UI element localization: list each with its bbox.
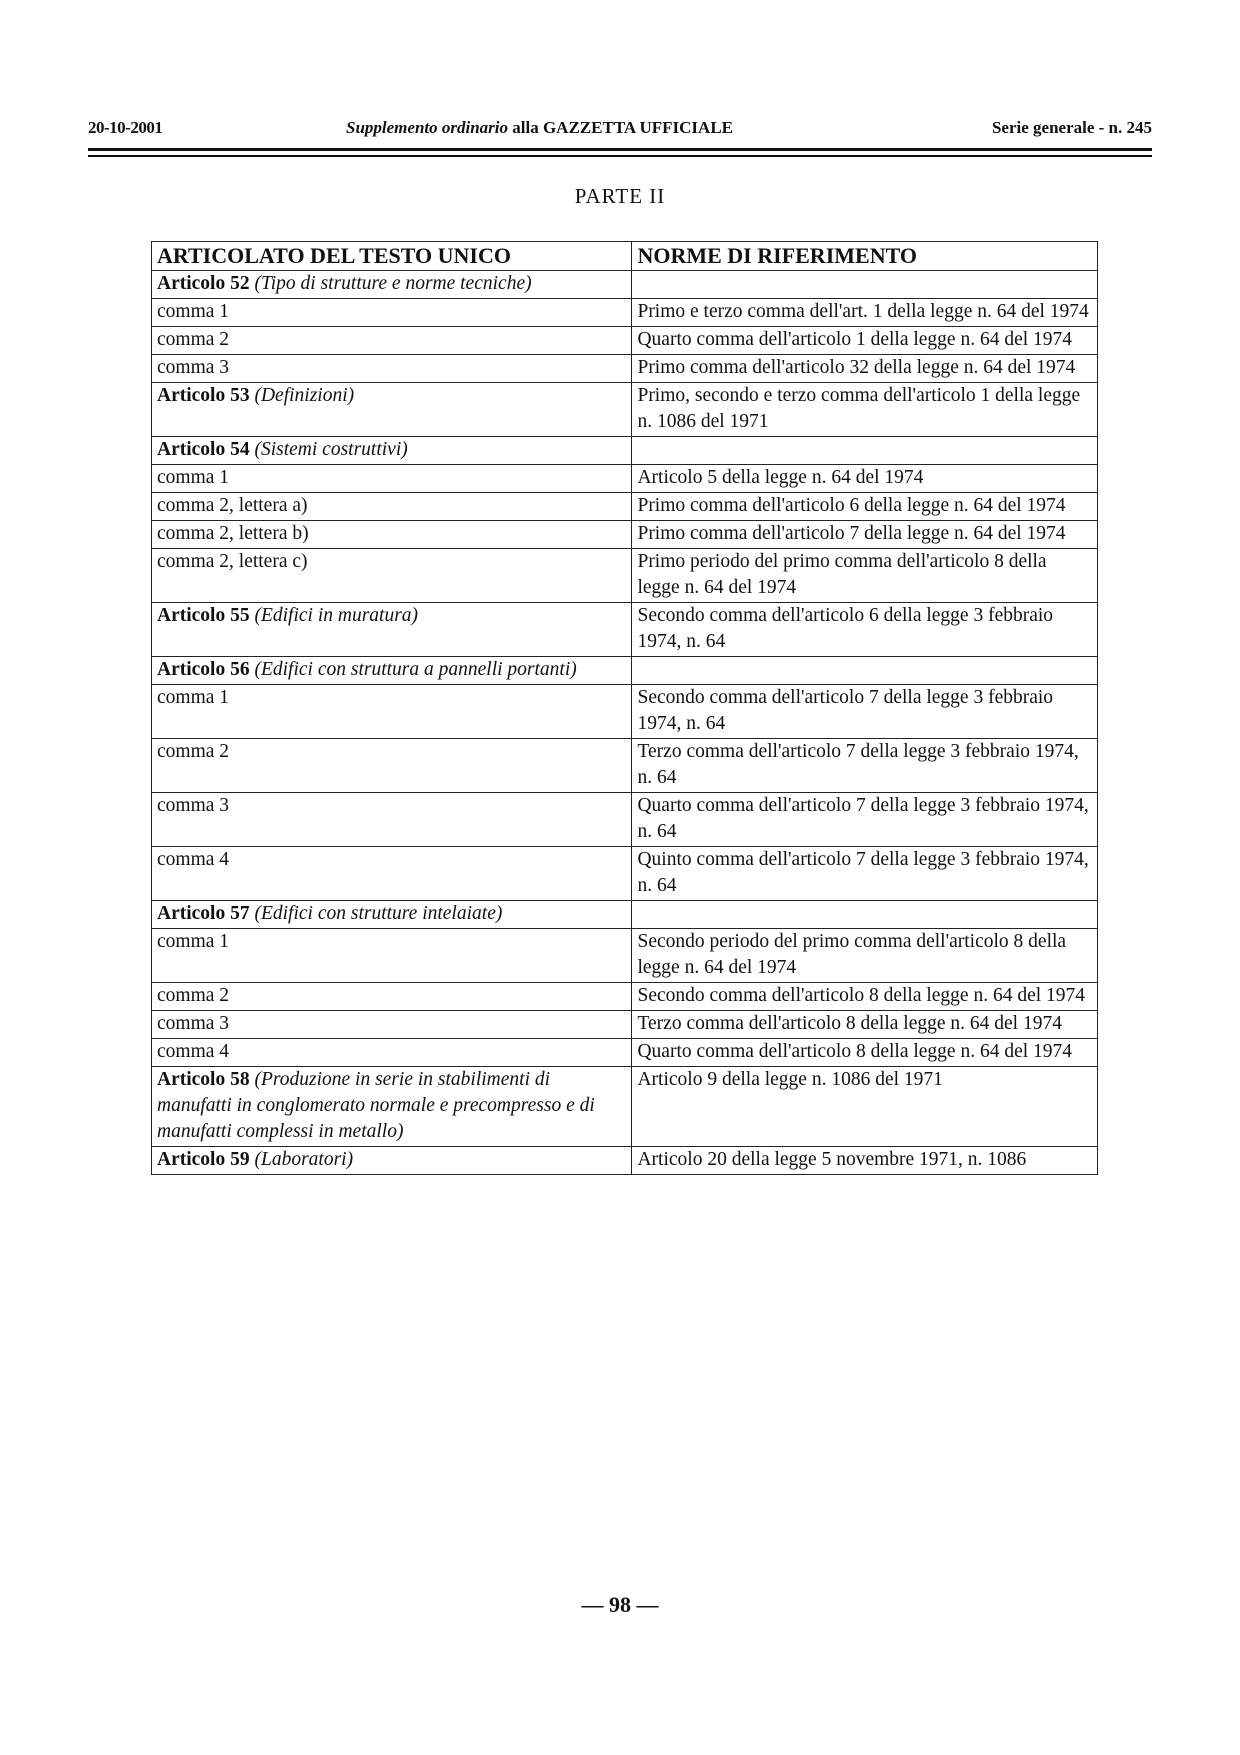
- article-number: Articolo 58: [157, 1069, 250, 1090]
- table-row: [152, 1067, 1098, 1147]
- article-cell: [152, 355, 632, 383]
- reference-cell: Articolo 9 della legge n. 1086 del 1971: [632, 1067, 1098, 1147]
- table-row: [152, 271, 1098, 299]
- article-cell: [152, 327, 632, 355]
- reference-cell: [632, 437, 1098, 465]
- reference-cell: Primo comma dell'articolo 32 della legge n. 64 del 1974: [632, 355, 1098, 383]
- table-row: [152, 327, 1098, 355]
- reference-cell: [632, 657, 1098, 685]
- article-number: Articolo 59: [157, 1149, 250, 1170]
- table-row: [152, 493, 1098, 521]
- reference-cell: Primo, secondo e terzo comma dell'articolo 1 della legge n. 1086 del 1971: [632, 383, 1098, 437]
- table-row: [152, 549, 1098, 603]
- article-number: Articolo 52: [157, 273, 250, 294]
- table-row: [152, 299, 1098, 327]
- reference-table: [151, 241, 1098, 1175]
- table-row: [152, 657, 1098, 685]
- comma-label: comma 3: [157, 1013, 230, 1034]
- article-title: (Sistemi costruttivi): [254, 439, 408, 460]
- reference-cell: Quarto comma dell'articolo 8 della legge n. 64 del 1974: [632, 1039, 1098, 1067]
- column-header-norme: NORME DI RIFERIMENTO: [632, 242, 1098, 271]
- section-title: PARTE II: [574, 184, 666, 208]
- article-cell: [152, 271, 632, 299]
- reference-cell: Quarto comma dell'articolo 1 della legge n. 64 del 1974: [632, 327, 1098, 355]
- table-row: [152, 521, 1098, 549]
- article-cell: [152, 1147, 632, 1175]
- article-cell: [152, 465, 632, 493]
- reference-cell: [632, 271, 1098, 299]
- article-cell: [152, 437, 632, 465]
- article-cell: [152, 1039, 632, 1067]
- article-cell: [152, 521, 632, 549]
- article-cell: [152, 793, 632, 847]
- reference-cell: Quinto comma dell'articolo 7 della legge 3 febbraio 1974, n. 64: [632, 847, 1098, 901]
- table-row: [152, 355, 1098, 383]
- reference-cell: Primo comma dell'articolo 6 della legge n. 64 del 1974: [632, 493, 1098, 521]
- table-row: [152, 1039, 1098, 1067]
- table-row: [152, 929, 1098, 983]
- reference-cell: Secondo comma dell'articolo 6 della legge 3 febbraio 1974, n. 64: [632, 603, 1098, 657]
- reference-cell: Articolo 5 della legge n. 64 del 1974: [632, 465, 1098, 493]
- reference-cell: Secondo periodo del primo comma dell'articolo 8 della legge n. 64 del 1974: [632, 929, 1098, 983]
- comma-label: comma 2, lettera c): [157, 551, 308, 572]
- article-number: Articolo 53: [157, 385, 250, 406]
- table-body: [152, 271, 1098, 1175]
- table-row: [152, 983, 1098, 1011]
- table-row: [152, 383, 1098, 437]
- table-row: [152, 1147, 1098, 1175]
- article-cell: [152, 929, 632, 983]
- article-title: (Tipo di strutture e norme tecniche): [254, 273, 532, 294]
- article-number: Articolo 55: [157, 605, 250, 626]
- publication-title-rest: alla GAZZETTA UFFICIALE: [508, 118, 733, 137]
- article-title: (Edifici in muratura): [254, 605, 419, 626]
- reference-cell: Quarto comma dell'articolo 7 della legge 3 febbraio 1974, n. 64: [632, 793, 1098, 847]
- comma-label: comma 2: [157, 985, 230, 1006]
- article-cell: [152, 1067, 632, 1147]
- comma-label: comma 3: [157, 357, 230, 378]
- reference-cell: Secondo comma dell'articolo 7 della legge 3 febbraio 1974, n. 64: [632, 685, 1098, 739]
- table-row: [152, 901, 1098, 929]
- reference-cell: [632, 901, 1098, 929]
- article-title: (Edifici con strutture intelaiate): [254, 903, 503, 924]
- article-cell: [152, 493, 632, 521]
- page-number: — 98 —: [581, 1592, 659, 1617]
- reference-cell: Terzo comma dell'articolo 8 della legge n. 64 del 1974: [632, 1011, 1098, 1039]
- reference-cell: Articolo 20 della legge 5 novembre 1971, n. 1086: [632, 1147, 1098, 1175]
- header-rule-thin: [88, 155, 1152, 157]
- publication-title: [346, 118, 733, 138]
- article-cell: [152, 299, 632, 327]
- page-header: [88, 118, 1152, 146]
- table-row: [152, 847, 1098, 901]
- article-cell: [152, 847, 632, 901]
- comma-label: comma 2, lettera a): [157, 495, 308, 516]
- article-cell: [152, 983, 632, 1011]
- comma-label: comma 1: [157, 301, 230, 322]
- article-title: (Produzione in serie in stabilimenti di manufatti in conglomerato normale e precompresso e di manufatti complessi in metallo): [157, 1069, 595, 1142]
- comma-label: comma 4: [157, 1041, 230, 1062]
- article-cell: [152, 901, 632, 929]
- article-cell: [152, 685, 632, 739]
- column-header-articolato: ARTICOLATO DEL TESTO UNICO: [152, 242, 632, 271]
- table-row: [152, 465, 1098, 493]
- article-title: (Definizioni): [254, 385, 355, 406]
- table-row: [152, 437, 1098, 465]
- article-cell: [152, 1011, 632, 1039]
- publication-title-italic: Supplemento ordinario: [346, 118, 509, 137]
- table-row: [152, 739, 1098, 793]
- article-cell: [152, 549, 632, 603]
- article-cell: [152, 739, 632, 793]
- article-number: Articolo 57: [157, 903, 250, 924]
- table-row: [152, 793, 1098, 847]
- article-cell: [152, 383, 632, 437]
- comma-label: comma 1: [157, 687, 230, 708]
- article-title: (Edifici con struttura a pannelli portanti): [254, 659, 577, 680]
- reference-cell: Primo periodo del primo comma dell'articolo 8 della legge n. 64 del 1974: [632, 549, 1098, 603]
- comma-label: comma 4: [157, 849, 230, 870]
- article-cell: [152, 657, 632, 685]
- publication-date: 20-10-2001: [88, 118, 163, 137]
- article-cell: [152, 603, 632, 657]
- header-rule-thick: [88, 148, 1152, 151]
- comma-label: comma 2, lettera b): [157, 523, 309, 544]
- comma-label: comma 2: [157, 741, 230, 762]
- table-row: [152, 685, 1098, 739]
- reference-cell: Primo comma dell'articolo 7 della legge n. 64 del 1974: [632, 521, 1098, 549]
- table-header-row: [152, 242, 1098, 271]
- reference-cell: Secondo comma dell'articolo 8 della legge n. 64 del 1974: [632, 983, 1098, 1011]
- comma-label: comma 2: [157, 329, 230, 350]
- series-number: Serie generale - n. 245: [991, 118, 1152, 137]
- article-number: Articolo 54: [157, 439, 250, 460]
- article-title: (Laboratori): [254, 1149, 354, 1170]
- reference-cell: Primo e terzo comma dell'art. 1 della legge n. 64 del 1974: [632, 299, 1098, 327]
- comma-label: comma 1: [157, 931, 230, 952]
- comma-label: comma 1: [157, 467, 230, 488]
- article-number: Articolo 56: [157, 659, 250, 680]
- comma-label: comma 3: [157, 795, 230, 816]
- reference-cell: Terzo comma dell'articolo 7 della legge 3 febbraio 1974, n. 64: [632, 739, 1098, 793]
- table-row: [152, 1011, 1098, 1039]
- table-row: [152, 603, 1098, 657]
